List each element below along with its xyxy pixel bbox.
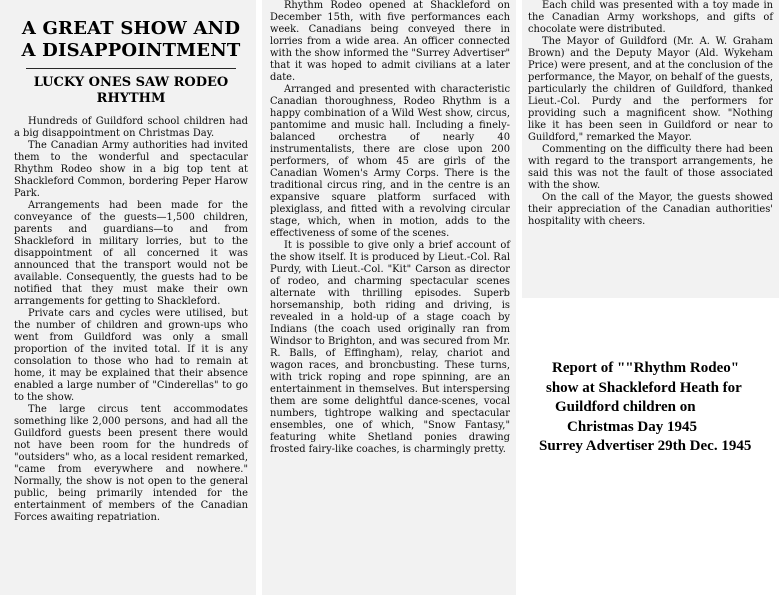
article-column-2 — [262, 0, 516, 595]
paragraph: On the call of the Mayor, the guests showed their appreciation of the Canadian authorities' hospitality with cheers. — [528, 192, 773, 227]
caption-line: Guildford children on — [555, 399, 696, 415]
article-column-1 — [0, 0, 256, 595]
caption-line: show at Shackleford Heath for — [546, 379, 742, 396]
paragraph: The Mayor of Guildford (Mr. A. W. Graham Brown) and the Deputy Mayor (Ald. Wykeham Price) were present, and at the conclusion of the performance, the Mayor, on behalf of the guests, particularly the children of Guildford, thanked Lieut.-Col. Purdy and the performers for providing such a magnificent show. "Nothing like it has been seen in Guildford or near to Guildford," remarked the Mayor. — [528, 36, 773, 143]
article-subheadline: LUCKY ONES SAW RODEO RHYTHM — [33, 75, 229, 106]
paragraph: Arrangements had been made for the conveyance of the guests—1,500 children, parents and guardians—to and from Shackleford in military lorries, but to the disappointment of all concerned it was announced that the transport would not be available. Consequently, the guests had to be notified that they must make their own arrangements for getting to Shackleford. — [14, 200, 248, 307]
article-column-3 — [522, 0, 779, 298]
paragraph: The large circus tent accommodates something like 2,000 persons, and had all the Guildford guests been present there would not have been room for the hundreds of "outsiders" who, as a local resident remarked, "came from everywhere and nowhere." Normally, the show is not open to the general public, being primarily intended for the entertainment of members of the Canadian Forces awaiting repatriation. — [14, 404, 248, 523]
paragraph: Private cars and cycles were utilised, but the number of children and grown-ups who went from Guildford was only a small proportion of the invited total. If it is any consolation to those who had to remain at home, it may be explained that their absence enabled a large number of "Cinderellas" to go to the show. — [14, 308, 248, 403]
article-headline: A GREAT SHOW AND A DISAPPOINTMENT — [21, 18, 241, 61]
image-caption — [535, 359, 779, 457]
caption-line: Christmas Day 1945 — [567, 418, 697, 435]
caption-line: Surrey Advertiser 29th Dec. 1945 — [539, 438, 752, 454]
paragraph: Each child was presented with a toy made in the Canadian Army workshops, and gifts of chocolate were distributed. — [528, 0, 773, 35]
paragraph: The Canadian Army authorities had invited them to the wonderful and spectacular Rhythm Rodeo show in a big top tent at Shackleford Common, bordering Peper Harow Park. — [14, 140, 248, 199]
headline-divider — [26, 68, 236, 69]
paragraph: It is possible to give only a brief account of the show itself. It is produced by Lieut.-Col. Ral Purdy, with Lieut.-Col. "Kit" Carson as director of rodeo, and charming spectacular scenes alternate with thrilling episodes. Superb horsemanship, both riding and driving, is revealed in a hold-up of a stage coach by Indians (the coach used originally ran from Windsor to Brighton, and was secured from Mr. R. Balls, of Effingham), relay, chariot and wagon races, and broncbusting. These turns, with trick roping and rope spinning, are an entertainment in themselves. But interspersing them are some delightful dance-scenes, vocal numbers, tightrope walking and spectacular ensembles, one of which, "Snow Fantasy," featuring white Shetland ponies drawing frosted fairy-like coaches, is charmingly pretty. — [270, 240, 510, 455]
paragraph: Hundreds of Guildford school children had a big disappointment on Christmas Day. — [14, 116, 248, 139]
paragraph: Commenting on the difficulty there had been with regard to the transport arrangements, he said this was not the fault of those associated with the show. — [528, 144, 773, 191]
paragraph: Rhythm Rodeo opened at Shackleford on December 15th, with five performances each week. Canadians being conveyed there in lorries from a wide area. An officer connected with the show informed the "Surrey Advertiser" that it was hoped to admit civilians at a later date. — [270, 0, 510, 83]
caption-line: Report of ""Rhythm Rodeo" — [552, 360, 740, 376]
paragraph: Arranged and presented with characteristic Canadian thoroughness, Rodeo Rhythm is a happy combination of a Wild West show, circus, pantomime and music hall. Including a finely-balanced orchestra of nearly 40 instrumentalists, there are close upon 200 performers, of whom 45 are girls of the Canadian Women's Army Corps. There is the traditional circus ring, and in the centre is an expansive square platform surfaced with plexiglass, and fitted with a revolving circular stage, which, when in motion, adds to the effectiveness of some of the scenes. — [270, 84, 510, 239]
